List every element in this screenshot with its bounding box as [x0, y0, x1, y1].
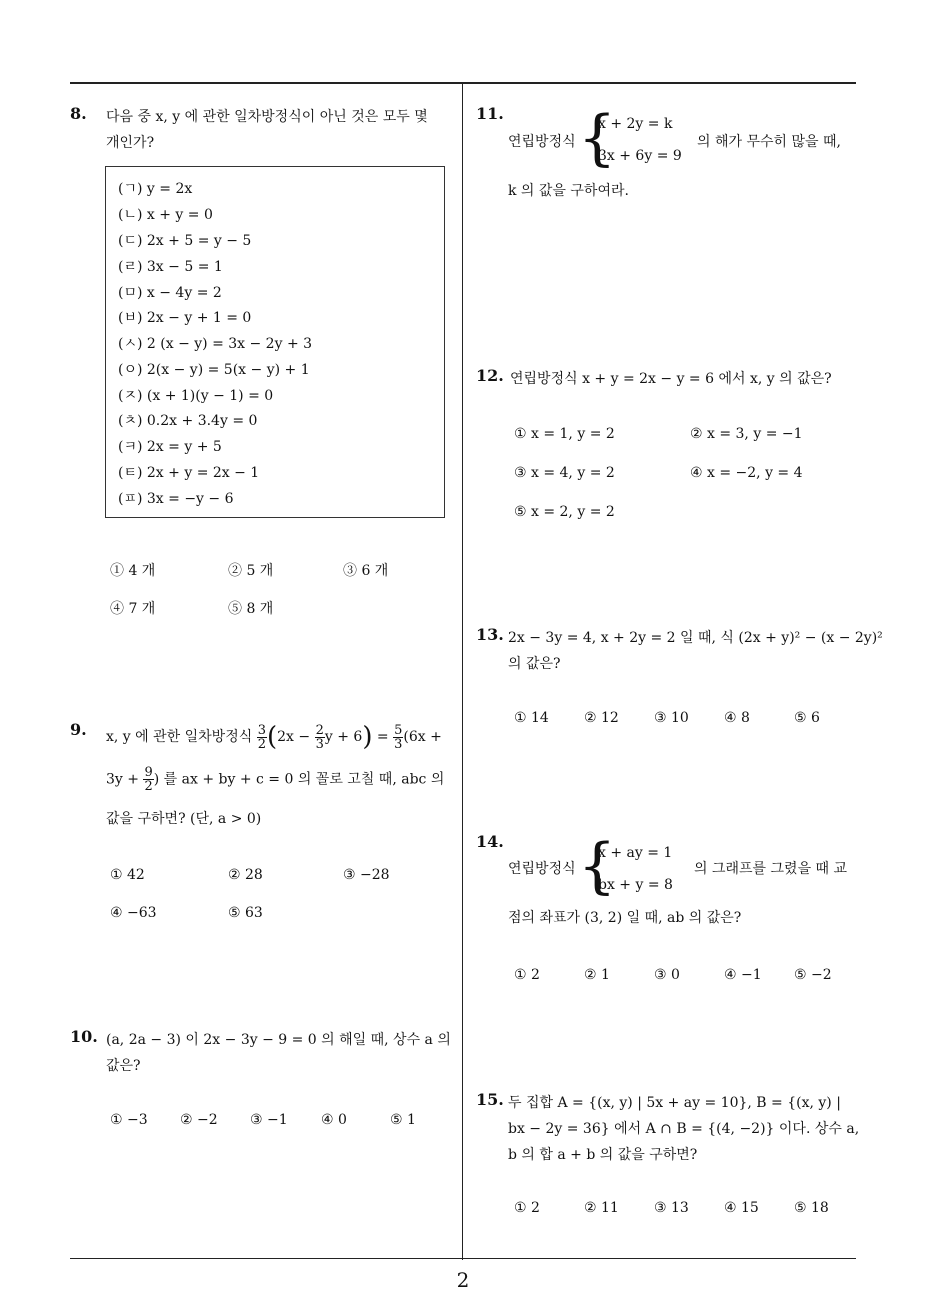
- numerator: 3: [257, 722, 266, 738]
- question-text: 연립방정식: [508, 861, 576, 877]
- question-text: 의 해가 무수히 많을 때,: [697, 134, 841, 150]
- answer-choice[interactable]: ⑤ 1: [390, 1112, 416, 1128]
- fraction: [393, 724, 403, 751]
- equation: x + ay = 1: [598, 845, 673, 861]
- question-text: 2x − 3y = 4, x + 2y = 2 일 때, 식 (2x + y)² − (x − 2y)²: [508, 630, 883, 646]
- question-text: 의 그래프를 그렸을 때 교: [694, 861, 848, 877]
- answer-choice[interactable]: ③ −1: [250, 1112, 288, 1128]
- condition-item: (ㄱ) y = 2x: [118, 181, 193, 197]
- question-text: 연립방정식: [508, 134, 576, 150]
- condition-item: (ㄷ) 2x + 5 = y − 5: [118, 233, 252, 249]
- text-segment: x, y 에 관한 일차방정식: [106, 729, 253, 745]
- question-text: 의 값은?: [508, 656, 561, 672]
- answer-choice[interactable]: ③ 6 개: [343, 563, 389, 579]
- answer-choice[interactable]: ① −3: [110, 1112, 148, 1128]
- text-segment: (6x +: [403, 729, 442, 745]
- question-number: 12.: [476, 366, 504, 385]
- question-number: 11.: [476, 104, 504, 123]
- condition-item: (ㅅ) 2 (x − y) = 3x − 2y + 3: [118, 336, 313, 352]
- equation: 3x + 6y = 9: [598, 148, 682, 164]
- question-number: 9.: [70, 720, 87, 739]
- question-text: 값은?: [106, 1058, 141, 1074]
- numerator: 2: [315, 722, 324, 738]
- answer-choice[interactable]: ② x = 3, y = −1: [690, 426, 803, 442]
- denominator: 2: [257, 736, 266, 752]
- question-number: 15.: [476, 1090, 504, 1109]
- top-rule: [70, 82, 856, 84]
- equation: bx + y = 8: [598, 877, 673, 893]
- question-text: 개인가?: [106, 135, 155, 151]
- fraction: [257, 724, 267, 751]
- text-segment: 3y +: [106, 771, 139, 788]
- question-text: (a, 2a − 3) 이 2x − 3y − 9 = 0 의 해일 때, 상수 a 의: [106, 1032, 451, 1048]
- question-text: k 의 값을 구하여라.: [508, 183, 629, 199]
- answer-choice[interactable]: ⑤ 18: [794, 1200, 829, 1216]
- text-segment: 2x −: [277, 729, 311, 745]
- answer-choice[interactable]: ② 28: [228, 867, 263, 883]
- column-divider: [462, 82, 463, 1260]
- answer-choice[interactable]: ② 5 개: [228, 563, 274, 579]
- answer-choice[interactable]: ④ 15: [724, 1200, 759, 1216]
- paren-open: (: [266, 722, 278, 752]
- answer-choice[interactable]: ⑤ 63: [228, 905, 263, 921]
- bottom-rule: [70, 1258, 856, 1259]
- equation: x + 2y = k: [598, 116, 673, 132]
- condition-item: (ㅂ) 2x − y + 1 = 0: [118, 310, 252, 326]
- answer-choice[interactable]: ⑤ x = 2, y = 2: [514, 504, 615, 520]
- text-segment: ) 를 ax + by + c = 0 의 꼴로 고칠 때, abc 의: [153, 771, 445, 788]
- answer-choice[interactable]: ③ 13: [654, 1200, 689, 1216]
- answer-choice[interactable]: ② 11: [584, 1200, 619, 1216]
- answer-choice[interactable]: ① x = 1, y = 2: [514, 426, 615, 442]
- denominator: 2: [144, 779, 153, 794]
- question-number: 10.: [70, 1027, 98, 1046]
- denominator: 3: [394, 736, 403, 752]
- condition-item: (ㅁ) x − 4y = 2: [118, 285, 222, 301]
- question-text: 연립방정식 x + y = 2x − y = 6 에서 x, y 의 값은?: [510, 371, 832, 387]
- equals-sign: =: [376, 729, 389, 745]
- brace-icon: {: [578, 831, 617, 901]
- condition-item: (ㄴ) x + y = 0: [118, 207, 213, 223]
- condition-item: (ㅋ) 2x = y + 5: [118, 439, 222, 455]
- fraction: [315, 724, 325, 751]
- answer-choice[interactable]: ③ x = 4, y = 2: [514, 465, 615, 481]
- answer-choice[interactable]: ④ 8: [724, 710, 750, 726]
- question-text: 두 집합 A = {(x, y) | 5x + ay = 10}, B = {(x, y) |: [508, 1095, 841, 1111]
- answer-choice[interactable]: ⑤ 8 개: [228, 601, 274, 617]
- condition-item: (ㅌ) 2x + y = 2x − 1: [118, 465, 260, 481]
- question-text: b 의 합 a + b 의 값을 구하면?: [508, 1147, 698, 1163]
- answer-choice[interactable]: ④ x = −2, y = 4: [690, 465, 803, 481]
- question-text: bx − 2y = 36} 에서 A ∩ B = {(4, −2)} 이다. 상수 a,: [508, 1121, 860, 1137]
- answer-choice[interactable]: ⑤ −2: [794, 967, 832, 983]
- answer-choice[interactable]: ① 2: [514, 1200, 540, 1216]
- denominator: 3: [315, 736, 324, 752]
- question-text: [106, 722, 442, 752]
- question-number: 8.: [70, 104, 87, 123]
- page-number: 2: [456, 1268, 470, 1292]
- answer-choice[interactable]: ④ 7 개: [110, 601, 156, 617]
- answer-choice[interactable]: ① 14: [514, 710, 549, 726]
- paren-close: ): [362, 722, 373, 752]
- answer-choice[interactable]: ③ 10: [654, 710, 689, 726]
- brace-icon: {: [578, 103, 617, 173]
- answer-choice[interactable]: ① 4 개: [110, 563, 156, 579]
- answer-choice[interactable]: ② −2: [180, 1112, 218, 1128]
- answer-choice[interactable]: ④ −1: [724, 967, 762, 983]
- question-text: 값을 구하면? (단, a > 0): [106, 811, 262, 827]
- fraction: [143, 766, 153, 793]
- question-text: 다음 중 x, y 에 관한 일차방정식이 아닌 것은 모두 몇: [106, 109, 428, 125]
- condition-item: (ㅈ) (x + 1)(y − 1) = 0: [118, 388, 274, 404]
- numerator: 5: [394, 722, 403, 738]
- question-text: [106, 766, 444, 793]
- answer-choice[interactable]: ④ −63: [110, 905, 157, 921]
- answer-choice[interactable]: ③ 0: [654, 967, 680, 983]
- answer-choice[interactable]: ③ −28: [343, 867, 390, 883]
- question-text: 점의 좌표가 (3, 2) 일 때, ab 의 값은?: [508, 910, 742, 926]
- question-number: 14.: [476, 832, 504, 851]
- answer-choice[interactable]: ② 1: [584, 967, 610, 983]
- question-number: 13.: [476, 625, 504, 644]
- answer-choice[interactable]: ① 42: [110, 867, 145, 883]
- condition-item: (ㅊ) 0.2x + 3.4y = 0: [118, 413, 258, 429]
- condition-item: (ㄹ) 3x − 5 = 1: [118, 259, 223, 275]
- answer-choice[interactable]: ② 12: [584, 710, 619, 726]
- numerator: 9: [144, 765, 153, 780]
- answer-choice[interactable]: ⑤ 6: [794, 710, 820, 726]
- answer-choice[interactable]: ④ 0: [321, 1112, 347, 1128]
- text-segment: y + 6: [324, 729, 363, 745]
- condition-item: (ㅍ) 3x = −y − 6: [118, 491, 234, 507]
- answer-choice[interactable]: ① 2: [514, 967, 540, 983]
- condition-item: (ㅇ) 2(x − y) = 5(x − y) + 1: [118, 362, 310, 378]
